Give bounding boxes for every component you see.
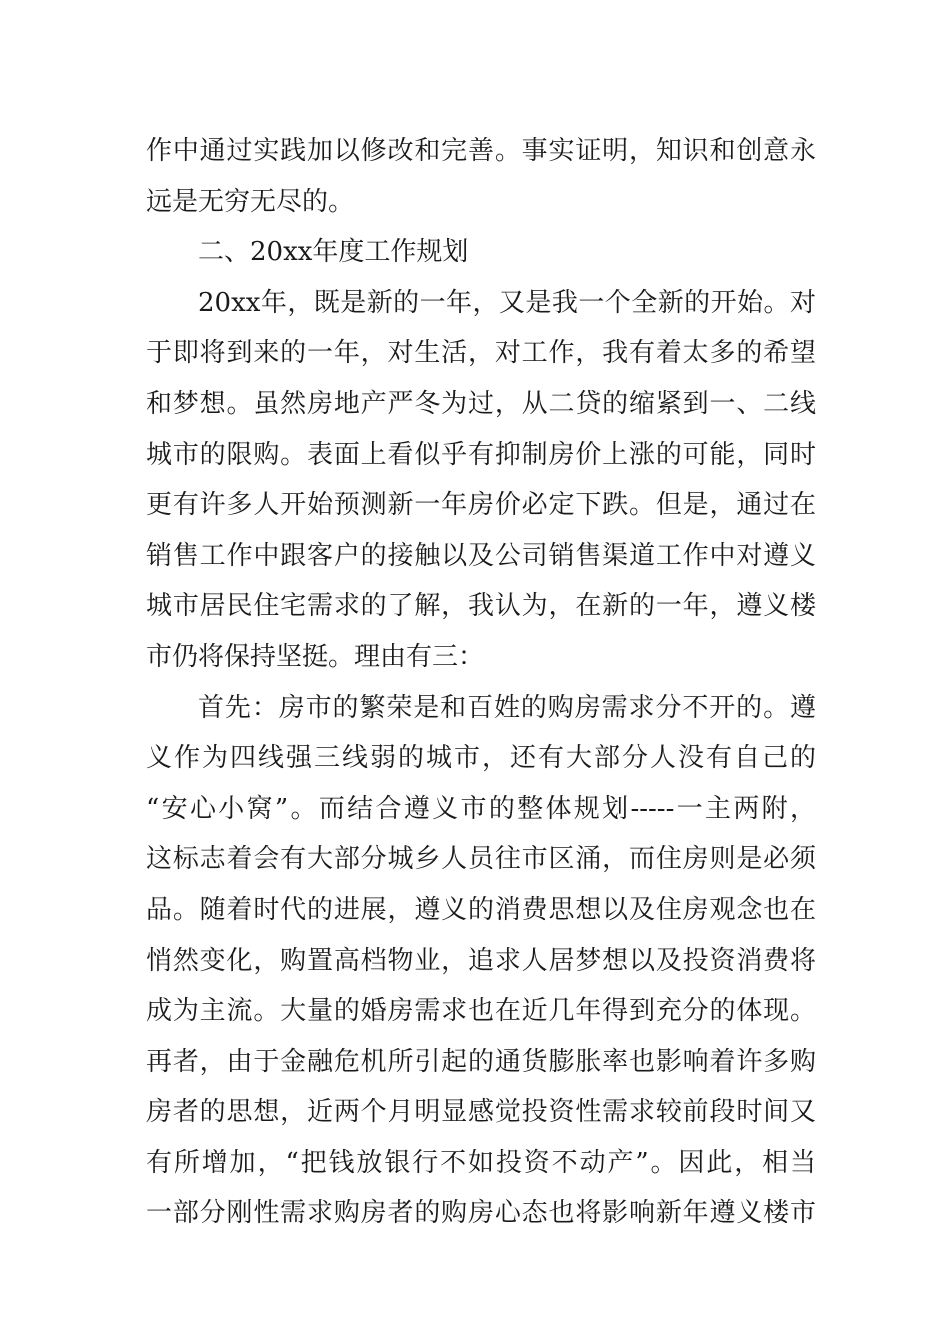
text-line: 和梦想。虽然房地产严冬为过，从二贷的缩紧到一、二线 <box>146 388 816 419</box>
text-line: 首先：房市的繁荣是和百姓的购房需求分不开的。遵 <box>198 692 816 723</box>
text-line: 二、20xx年度工作规划 <box>198 237 469 268</box>
text-line: 这标志着会有大部分城乡人员往市区涌，而住房则是必须 <box>146 844 816 875</box>
text-line: 城市居民住宅需求的了解，我认为，在新的一年，遵义楼 <box>146 591 816 622</box>
text-line: 作中通过实践加以修改和完善。事实证明，知识和创意永 <box>146 136 816 166</box>
text-line: 于即将到来的一年，对生活，对工作，我有着太多的希望 <box>146 338 816 369</box>
text-line: “安心小窝”。而结合遵义市的整体规划-----一主两附， <box>146 793 816 824</box>
text-line: 再者，由于金融危机所引起的通货膨胀率也影响着许多购 <box>146 1046 816 1077</box>
text-line: 有所增加，“把钱放银行不如投资不动产”。因此，相当 <box>146 1147 816 1178</box>
text-line: 成为主流。大量的婚房需求也在近几年得到充分的体现。 <box>146 996 816 1027</box>
text-line: 20xx年，既是新的一年，又是我一个全新的开始。对 <box>198 287 816 318</box>
text-line: 一部分刚性需求购房者的购房心态也将影响新年遵义楼市 <box>146 1198 816 1229</box>
text-line: 城市的限购。表面上看似乎有抑制房价上涨的可能，同时 <box>146 439 816 470</box>
text-line: 义作为四线强三线弱的城市，还有大部分人没有自己的 <box>146 743 816 774</box>
text-line: 市仍将保持坚挺。理由有三： <box>146 641 485 672</box>
text-line: 房者的思想，近两个月明显感觉投资性需求较前段时间又 <box>146 1097 816 1128</box>
body-text <box>146 126 816 1239</box>
text-line: 销售工作中跟客户的接触以及公司销售渠道工作中对遵义 <box>146 540 816 571</box>
text-line: 悄然变化，购置高档物业，追求人居梦想以及投资消费将 <box>146 945 816 976</box>
text-line: 更有许多人开始预测新一年房价必定下跌。但是，通过在 <box>146 490 816 521</box>
text-line: 品。随着时代的进展，遵义的消费思想以及住房观念也在 <box>146 894 816 925</box>
text-line: 远是无穷无尽的。 <box>146 186 355 217</box>
